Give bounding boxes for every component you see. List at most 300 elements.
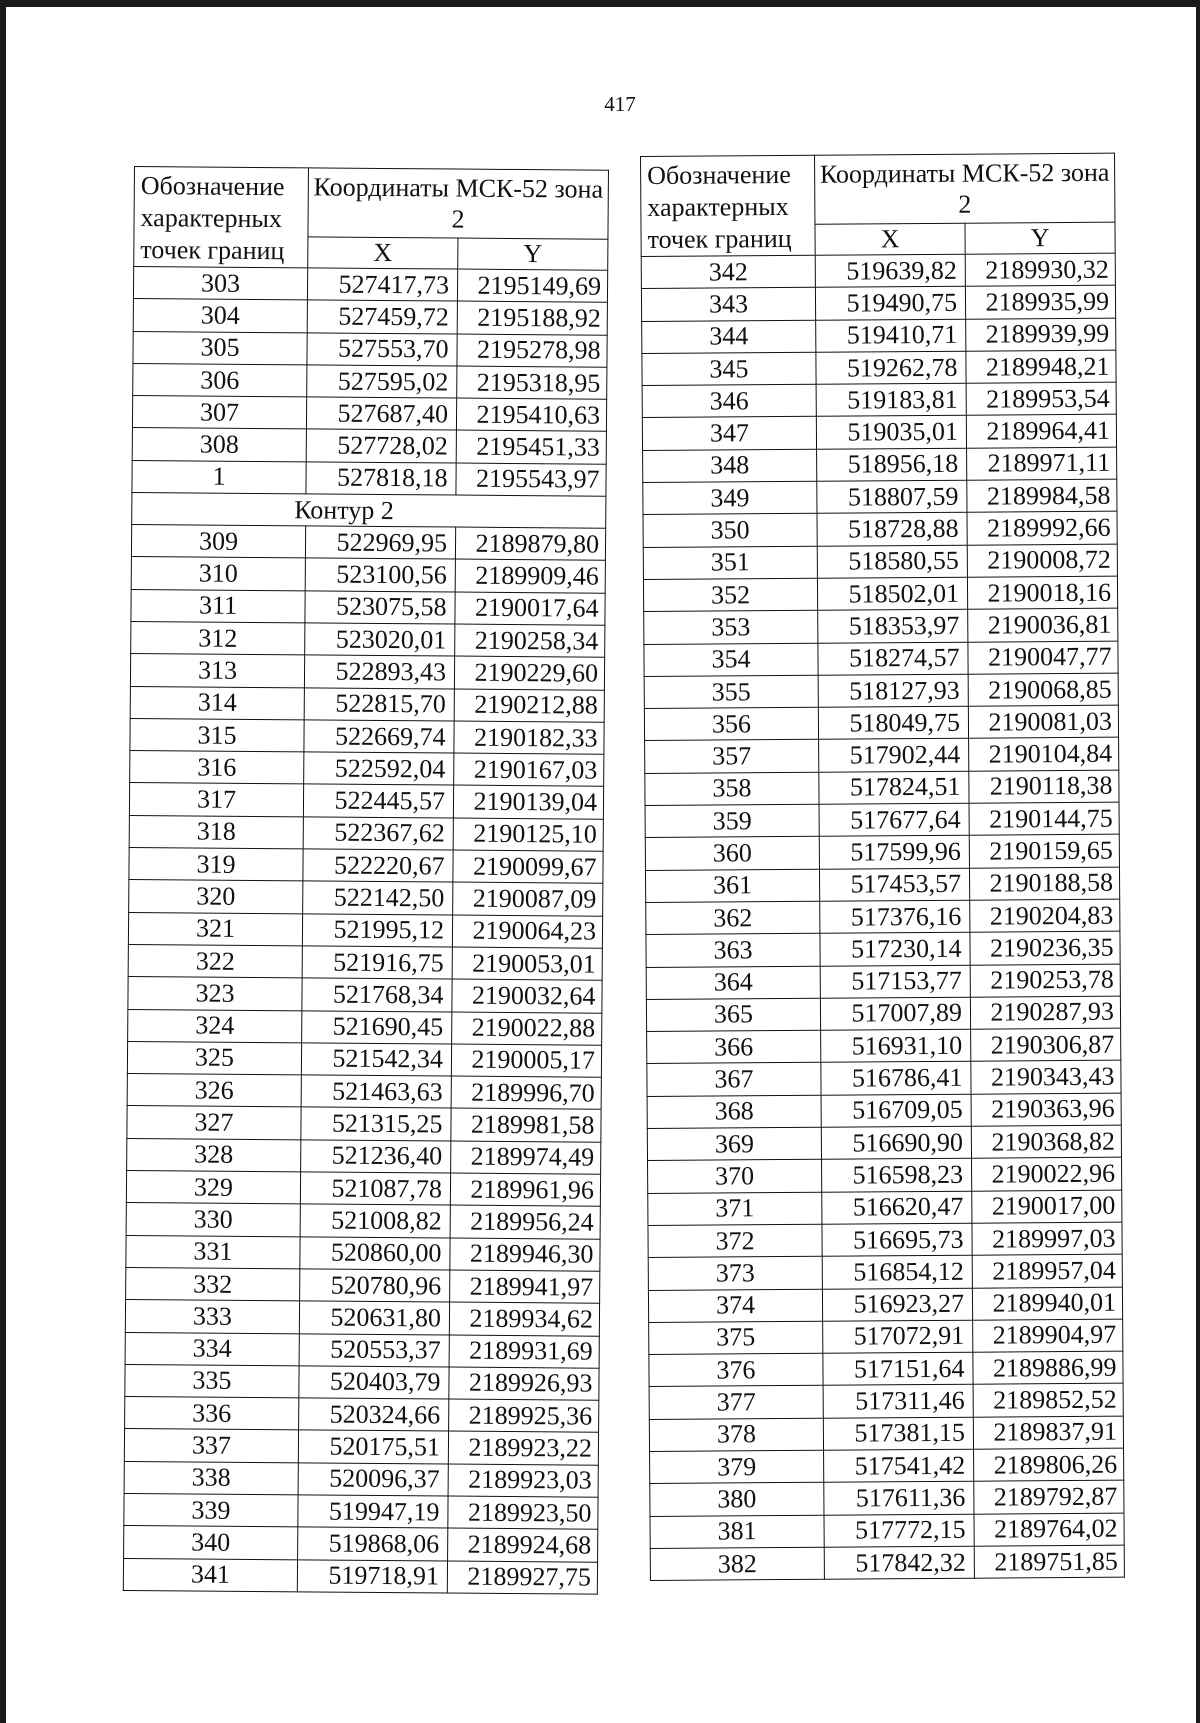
x-coordinate-cell: 520403,79 <box>299 1366 449 1399</box>
x-coordinate-cell: 527687,40 <box>306 397 456 430</box>
table-row <box>126 1235 600 1271</box>
y-coordinate-cell: 2189996,70 <box>451 1076 601 1109</box>
y-coordinate-cell: 2190087,09 <box>453 882 603 915</box>
y-coordinate-cell: 2190017,64 <box>455 592 605 625</box>
point-id-cell: 319 <box>129 848 303 882</box>
x-coordinate-cell: 522815,70 <box>304 687 454 720</box>
table-row <box>128 944 602 980</box>
table-row <box>642 318 1116 354</box>
x-coordinate-cell: 523100,56 <box>305 558 455 591</box>
table-row <box>130 718 604 754</box>
table-row <box>129 880 603 916</box>
x-coordinate-cell: 520631,80 <box>299 1301 449 1334</box>
point-id-cell: 311 <box>131 589 305 623</box>
x-coordinate-cell: 520553,37 <box>299 1333 449 1366</box>
y-coordinate-cell: 2189927,75 <box>447 1561 597 1594</box>
x-coordinate-cell: 517453,57 <box>819 868 969 901</box>
x-coordinate-cell: 517072,91 <box>823 1320 973 1353</box>
point-id-cell: 368 <box>647 1095 821 1129</box>
x-coordinate-cell: 516786,41 <box>821 1062 971 1095</box>
y-coordinate-cell: 2189931,69 <box>449 1335 599 1368</box>
point-id-cell: 337 <box>124 1429 298 1463</box>
table-row <box>645 770 1119 806</box>
y-coordinate-cell: 2195451,33 <box>456 431 606 464</box>
point-id-cell: 370 <box>648 1160 822 1194</box>
table-row <box>643 576 1117 612</box>
table-row <box>131 557 605 593</box>
point-id-cell: 352 <box>643 578 817 612</box>
x-coordinate-cell: 519410,71 <box>816 319 966 352</box>
table-row <box>650 1513 1124 1549</box>
table-row <box>649 1351 1123 1387</box>
x-coordinate-cell: 517381,15 <box>823 1417 973 1450</box>
y-coordinate-cell: 2189971,11 <box>967 447 1117 480</box>
table-row <box>647 1028 1121 1064</box>
y-coordinate-cell: 2190064,23 <box>452 915 602 948</box>
y-coordinate-cell: 2189886,99 <box>973 1351 1123 1384</box>
point-id-cell: 316 <box>130 751 304 785</box>
x-coordinate-cell: 519639,82 <box>815 254 965 287</box>
y-coordinate-cell: 2189956,24 <box>450 1205 600 1238</box>
x-coordinate-cell: 516690,90 <box>821 1126 971 1159</box>
point-id-cell: 331 <box>126 1235 300 1269</box>
table-row <box>123 1558 597 1594</box>
table-row <box>650 1480 1124 1516</box>
y-coordinate-cell: 2190032,64 <box>452 979 602 1012</box>
x-coordinate-cell: 517311,46 <box>823 1385 973 1418</box>
table-row <box>646 899 1120 935</box>
y-coordinate-cell: 2190287,93 <box>970 996 1120 1029</box>
y-coordinate-cell: 2190306,87 <box>971 1028 1121 1061</box>
y-coordinate-cell: 2189981,58 <box>451 1108 601 1141</box>
point-id-cell: 343 <box>641 288 815 322</box>
point-id-cell: 378 <box>649 1418 823 1452</box>
x-coordinate-cell: 517772,15 <box>824 1514 974 1547</box>
point-id-cell: 375 <box>649 1321 823 1355</box>
y-coordinate-cell: 2190236,35 <box>970 931 1120 964</box>
table-row <box>645 867 1119 903</box>
y-coordinate-cell: 2195149,69 <box>457 269 607 302</box>
x-coordinate-cell: 517376,16 <box>820 900 970 933</box>
point-id-cell: 371 <box>648 1192 822 1226</box>
x-coordinate-cell: 518049,75 <box>818 706 968 739</box>
scan-edge-right <box>1196 0 1200 1723</box>
point-id-cell: 380 <box>650 1483 824 1517</box>
section-row <box>132 493 606 529</box>
y-coordinate-cell: 2190212,88 <box>454 689 604 722</box>
table-row <box>650 1545 1124 1581</box>
table-row <box>129 848 603 884</box>
y-coordinate-cell: 2190118,38 <box>969 770 1119 803</box>
table-row <box>128 1009 602 1045</box>
x-coordinate-cell: 520324,66 <box>299 1398 449 1431</box>
point-id-cell: 323 <box>128 977 302 1011</box>
table-row <box>125 1397 599 1433</box>
y-coordinate-cell: 2189997,03 <box>972 1222 1122 1255</box>
x-coordinate-cell: 517151,64 <box>823 1352 973 1385</box>
header-y: Y <box>965 222 1115 254</box>
x-coordinate-cell: 521463,63 <box>301 1075 451 1108</box>
y-coordinate-cell: 2190204,83 <box>970 899 1120 932</box>
point-id-cell: 357 <box>645 740 819 774</box>
y-coordinate-cell: 2190125,10 <box>453 818 603 851</box>
table-row <box>131 621 605 657</box>
y-coordinate-cell: 2189792,87 <box>974 1480 1124 1513</box>
table-row <box>641 285 1115 321</box>
x-coordinate-cell: 523020,01 <box>305 623 455 656</box>
point-id-cell: 333 <box>125 1300 299 1334</box>
x-coordinate-cell: 521690,45 <box>302 1010 452 1043</box>
x-coordinate-cell: 522592,04 <box>304 752 454 785</box>
point-id-cell: 304 <box>133 299 307 333</box>
point-id-cell: 327 <box>127 1106 301 1140</box>
table-row <box>647 1125 1121 1161</box>
y-coordinate-cell: 2190159,65 <box>969 835 1119 868</box>
point-id-cell: 372 <box>648 1224 822 1258</box>
table-row <box>130 654 604 690</box>
x-coordinate-cell: 522367,62 <box>303 817 453 850</box>
y-coordinate-cell: 2189879,80 <box>455 527 605 560</box>
point-id-cell: 332 <box>126 1267 300 1301</box>
point-id-cell: 307 <box>132 396 306 430</box>
point-id-cell: 376 <box>649 1353 823 1387</box>
table-row <box>642 415 1116 451</box>
point-id-cell: 344 <box>642 320 816 354</box>
y-coordinate-cell: 2189764,02 <box>974 1513 1124 1546</box>
table-row <box>649 1384 1123 1420</box>
table-row <box>648 1157 1122 1193</box>
y-coordinate-cell: 2190104,84 <box>969 738 1119 771</box>
x-coordinate-cell: 527553,70 <box>307 332 457 365</box>
table-row <box>127 1138 601 1174</box>
point-id-cell: 1 <box>132 460 306 494</box>
x-coordinate-cell: 519183,81 <box>816 383 966 416</box>
x-coordinate-cell: 517611,36 <box>824 1481 974 1514</box>
x-coordinate-cell: 516923,27 <box>822 1288 972 1321</box>
point-id-cell: 360 <box>645 837 819 871</box>
point-id-cell: 349 <box>643 481 817 515</box>
table-row <box>647 1093 1121 1129</box>
point-id-cell: 350 <box>643 514 817 548</box>
x-coordinate-cell: 516598,23 <box>822 1159 972 1192</box>
table-row <box>643 544 1117 580</box>
table-row <box>131 589 605 625</box>
x-coordinate-cell: 519490,75 <box>815 287 965 320</box>
table-row <box>132 428 606 464</box>
x-coordinate-cell: 516709,05 <box>821 1094 971 1127</box>
y-coordinate-cell: 2189925,36 <box>449 1399 599 1432</box>
table-row <box>643 447 1117 483</box>
table-row <box>129 783 603 819</box>
x-coordinate-cell: 517824,51 <box>819 771 969 804</box>
table-row <box>128 977 602 1013</box>
x-coordinate-cell: 521916,75 <box>302 946 452 979</box>
y-coordinate-cell: 2190053,01 <box>452 947 602 980</box>
point-id-cell: 328 <box>127 1138 301 1172</box>
table-row <box>645 738 1119 774</box>
y-coordinate-cell: 2189852,52 <box>973 1384 1123 1417</box>
point-id-cell: 334 <box>125 1332 299 1366</box>
x-coordinate-cell: 521315,25 <box>301 1107 451 1140</box>
section-label: Контур 2 <box>132 493 606 529</box>
point-id-cell: 324 <box>128 1009 302 1043</box>
point-id-cell: 363 <box>646 933 820 967</box>
point-id-cell: 326 <box>127 1074 301 1108</box>
point-id-cell: 317 <box>129 783 303 817</box>
point-id-cell: 309 <box>131 525 305 559</box>
x-coordinate-cell: 520175,51 <box>298 1430 448 1463</box>
table-row <box>125 1300 599 1336</box>
y-coordinate-cell: 2189837,91 <box>973 1416 1123 1449</box>
x-coordinate-cell: 519718,91 <box>297 1559 447 1592</box>
x-coordinate-cell: 519868,06 <box>298 1527 448 1560</box>
table-row <box>650 1448 1124 1484</box>
header-coords-label: Координаты МСК-52 зона 2 <box>308 168 609 239</box>
table-row <box>131 525 605 561</box>
point-id-cell: 315 <box>130 718 304 752</box>
point-id-cell: 345 <box>642 352 816 386</box>
x-coordinate-cell: 521995,12 <box>302 913 452 946</box>
y-coordinate-cell: 2190229,60 <box>454 656 604 689</box>
y-coordinate-cell: 2195188,92 <box>457 301 607 334</box>
point-id-cell: 356 <box>644 707 818 741</box>
point-id-cell: 361 <box>645 869 819 903</box>
x-coordinate-cell: 522893,43 <box>304 655 454 688</box>
y-coordinate-cell: 2190099,67 <box>453 850 603 883</box>
point-id-cell: 358 <box>645 772 819 806</box>
table-row <box>644 673 1118 709</box>
point-id-cell: 346 <box>642 384 816 418</box>
y-coordinate-cell: 2189953,54 <box>966 382 1116 415</box>
table-row <box>133 267 607 303</box>
x-coordinate-cell: 518353,97 <box>818 609 968 642</box>
x-coordinate-cell: 517007,89 <box>820 997 970 1030</box>
x-coordinate-cell: 518728,88 <box>817 513 967 546</box>
point-id-cell: 340 <box>124 1526 298 1560</box>
header-point-label: Обозначение характерных точек границ <box>641 155 816 256</box>
y-coordinate-cell: 2190363,96 <box>971 1093 1121 1126</box>
table-row <box>127 1041 601 1077</box>
x-coordinate-cell: 517842,32 <box>824 1546 974 1579</box>
table-row <box>126 1170 600 1206</box>
y-coordinate-cell: 2190068,85 <box>968 673 1118 706</box>
y-coordinate-cell: 2189904,97 <box>973 1319 1123 1352</box>
y-coordinate-cell: 2189957,04 <box>972 1254 1122 1287</box>
header-coords-label: Координаты МСК-52 зона 2 <box>814 153 1114 224</box>
x-coordinate-cell: 518580,55 <box>817 545 967 578</box>
y-coordinate-cell: 2195318,95 <box>457 366 607 399</box>
y-coordinate-cell: 2189909,46 <box>455 559 605 592</box>
point-id-cell: 339 <box>124 1493 298 1527</box>
y-coordinate-cell: 2189939,99 <box>966 318 1116 351</box>
y-coordinate-cell: 2189930,32 <box>965 253 1115 286</box>
y-coordinate-cell: 2189964,41 <box>966 415 1116 448</box>
table-row <box>130 751 604 787</box>
x-coordinate-cell: 518956,18 <box>817 448 967 481</box>
table-row <box>645 835 1119 871</box>
y-coordinate-cell: 2189924,68 <box>448 1528 598 1561</box>
table-row <box>126 1203 600 1239</box>
y-coordinate-cell: 2190182,33 <box>454 721 604 754</box>
point-id-cell: 318 <box>129 815 303 849</box>
y-coordinate-cell: 2190018,16 <box>967 576 1117 609</box>
y-coordinate-cell: 2190008,72 <box>967 544 1117 577</box>
point-id-cell: 341 <box>123 1558 297 1592</box>
x-coordinate-cell: 518502,01 <box>817 577 967 610</box>
y-coordinate-cell: 2189961,96 <box>450 1173 600 1206</box>
header-x: X <box>308 237 458 269</box>
x-coordinate-cell: 516854,12 <box>822 1255 972 1288</box>
x-coordinate-cell: 517599,96 <box>819 836 969 869</box>
x-coordinate-cell: 523075,58 <box>305 591 455 624</box>
y-coordinate-cell: 2189941,97 <box>450 1270 600 1303</box>
x-coordinate-cell: 521236,40 <box>301 1140 451 1173</box>
table-row <box>129 815 603 851</box>
x-coordinate-cell: 527459,72 <box>307 300 457 333</box>
y-coordinate-cell: 2189926,93 <box>449 1367 599 1400</box>
x-coordinate-cell: 522669,74 <box>304 720 454 753</box>
y-coordinate-cell: 2189974,49 <box>451 1141 601 1174</box>
point-id-cell: 336 <box>125 1397 299 1431</box>
table-row <box>127 1074 601 1110</box>
table-row <box>649 1416 1123 1452</box>
x-coordinate-cell: 518274,57 <box>818 642 968 675</box>
table-row <box>646 964 1120 1000</box>
point-id-cell: 362 <box>646 901 820 935</box>
table-row <box>124 1526 598 1562</box>
point-id-cell: 347 <box>642 417 816 451</box>
table-row <box>649 1319 1123 1355</box>
table-row <box>124 1493 598 1529</box>
x-coordinate-cell: 517230,14 <box>820 932 970 965</box>
table-row <box>132 396 606 432</box>
table-row <box>642 350 1116 386</box>
point-id-cell: 359 <box>645 804 819 838</box>
point-id-cell: 329 <box>126 1170 300 1204</box>
scan-edge-left <box>0 0 6 1723</box>
table-row <box>648 1254 1122 1290</box>
point-id-cell: 342 <box>641 255 815 289</box>
table-row <box>644 641 1118 677</box>
point-id-cell: 353 <box>644 611 818 645</box>
table-row <box>125 1332 599 1368</box>
x-coordinate-cell: 517153,77 <box>820 965 970 998</box>
y-coordinate-cell: 2189923,03 <box>448 1464 598 1497</box>
point-id-cell: 321 <box>128 912 302 946</box>
y-coordinate-cell: 2189751,85 <box>974 1545 1124 1578</box>
y-coordinate-cell: 2189946,30 <box>450 1238 600 1271</box>
point-id-cell: 379 <box>650 1450 824 1484</box>
y-coordinate-cell: 2190017,00 <box>972 1190 1122 1223</box>
x-coordinate-cell: 520780,96 <box>300 1269 450 1302</box>
table-row <box>126 1267 600 1303</box>
table-row <box>647 1061 1121 1097</box>
point-id-cell: 306 <box>133 363 307 397</box>
table-row <box>641 253 1115 289</box>
x-coordinate-cell: 520860,00 <box>300 1236 450 1269</box>
x-coordinate-cell: 527417,73 <box>307 268 457 301</box>
point-id-cell: 348 <box>643 449 817 483</box>
table-row <box>648 1287 1122 1323</box>
point-id-cell: 377 <box>649 1386 823 1420</box>
table-row <box>133 331 607 367</box>
x-coordinate-cell: 522445,57 <box>303 784 453 817</box>
y-coordinate-cell: 2195410,63 <box>456 398 606 431</box>
header-point-label: Обозначение характерных точек границ <box>134 167 309 268</box>
y-coordinate-cell: 2195278,98 <box>457 334 607 367</box>
y-coordinate-cell: 2190144,75 <box>969 802 1119 835</box>
x-coordinate-cell: 517677,64 <box>819 803 969 836</box>
y-coordinate-cell: 2190368,82 <box>971 1125 1121 1158</box>
point-id-cell: 330 <box>126 1203 300 1237</box>
y-coordinate-cell: 2190343,43 <box>971 1061 1121 1094</box>
table-row <box>643 512 1117 548</box>
point-id-cell: 320 <box>129 880 303 914</box>
y-coordinate-cell: 2189992,66 <box>967 512 1117 545</box>
y-coordinate-cell: 2190081,03 <box>968 705 1118 738</box>
x-coordinate-cell: 519262,78 <box>816 351 966 384</box>
point-id-cell: 325 <box>127 1041 301 1075</box>
table-row <box>125 1364 599 1400</box>
point-id-cell: 354 <box>644 643 818 677</box>
point-id-cell: 367 <box>647 1063 821 1097</box>
y-coordinate-cell: 2190036,81 <box>968 608 1118 641</box>
point-id-cell: 314 <box>130 686 304 720</box>
coordinates-table-left <box>123 166 609 1595</box>
y-coordinate-cell: 2190005,17 <box>451 1044 601 1077</box>
y-coordinate-cell: 2190047,77 <box>968 641 1118 674</box>
x-coordinate-cell: 518127,93 <box>818 674 968 707</box>
table-row <box>645 802 1119 838</box>
point-id-cell: 313 <box>130 654 304 688</box>
point-id-cell: 365 <box>646 998 820 1032</box>
table-row <box>642 382 1116 418</box>
table-row <box>646 931 1120 967</box>
x-coordinate-cell: 517902,44 <box>819 739 969 772</box>
y-coordinate-cell: 2189923,50 <box>448 1496 598 1529</box>
y-coordinate-cell: 2189948,21 <box>966 350 1116 383</box>
point-id-cell: 305 <box>133 331 307 365</box>
table-row <box>643 479 1117 515</box>
point-id-cell: 351 <box>643 546 817 580</box>
x-coordinate-cell: 521542,34 <box>301 1043 451 1076</box>
table-row <box>133 299 607 335</box>
x-coordinate-cell: 522969,95 <box>305 526 455 559</box>
point-id-cell: 355 <box>644 675 818 709</box>
table-row <box>130 686 604 722</box>
y-coordinate-cell: 2189935,99 <box>965 285 1115 318</box>
point-id-cell: 366 <box>647 1030 821 1064</box>
y-coordinate-cell: 2189934,62 <box>449 1302 599 1335</box>
y-coordinate-cell: 2189940,01 <box>972 1287 1122 1320</box>
y-coordinate-cell: 2190167,03 <box>454 753 604 786</box>
table-row <box>124 1461 598 1497</box>
header-y: Y <box>458 238 608 270</box>
coordinates-table-right <box>640 153 1125 1581</box>
table-row <box>644 608 1118 644</box>
x-coordinate-cell: 520096,37 <box>298 1463 448 1496</box>
y-coordinate-cell: 2189923,22 <box>448 1431 598 1464</box>
y-coordinate-cell: 2190253,78 <box>970 964 1120 997</box>
x-coordinate-cell: 516620,47 <box>822 1191 972 1224</box>
point-id-cell: 373 <box>648 1256 822 1290</box>
point-id-cell: 364 <box>646 966 820 1000</box>
x-coordinate-cell: 521008,82 <box>300 1204 450 1237</box>
x-coordinate-cell: 518807,59 <box>817 480 967 513</box>
table-row <box>132 460 606 496</box>
point-id-cell: 303 <box>133 267 307 301</box>
y-coordinate-cell: 2190258,34 <box>455 624 605 657</box>
